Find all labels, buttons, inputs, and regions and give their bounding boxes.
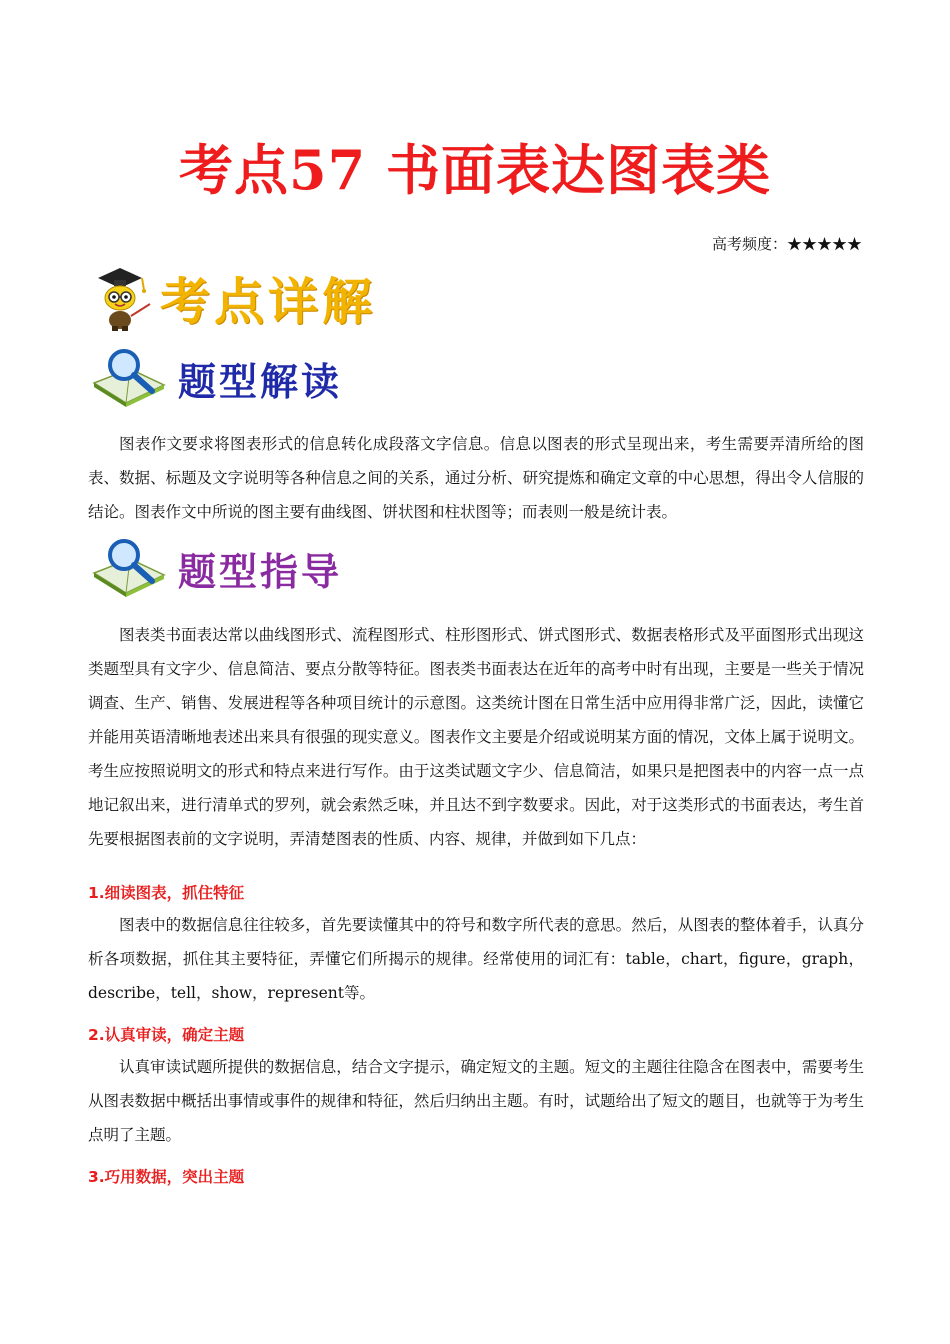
book-magnifier-icon bbox=[90, 535, 168, 601]
guide-paragraph: 图表类书面表达常以曲线图形式、流程图形式、柱形图形式、饼式图形式、数据表格形式及平面图形式出现这类题型具有文字少、信息简洁、要点分散等特征。图表类书面表达在近年的高考中时有出现，主要是一些关于情况调查、生产、销售、发展进程等各种项目统计的示意图。这类统计图在日常生活中应用得非常广泛，因此，读懂它并能用英语清晰地表述出来具有很强的现实意义。图表作文主要是介绍或说明某方面的情况，文体上属于说明文。考生应按照说明文的形式和特点来进行写作。由于这类试题文字少、信息简洁，如果只是把图表中的内容一点一点地记叙出来，进行清单式的罗列，就会索然乏味，并且达不到字数要求。因此，对于这类形式的书面表达，考生首先要根据图表前的文字说明，弄清楚图表的性质、内容、规律，并做到如下几点： bbox=[88, 626, 864, 848]
point-heading-3: 3.巧用数据，突出主题 bbox=[88, 1168, 245, 1186]
page-title: 考点57 书面表达图表类 bbox=[179, 138, 771, 202]
banner-section-1 bbox=[90, 345, 342, 411]
point-heading-2: 2.认真审读，确定主题 bbox=[88, 1026, 245, 1044]
frequency-stars: ★★★★★ bbox=[786, 235, 862, 253]
scholar-mascot-icon bbox=[90, 264, 152, 332]
point-paragraph-1: 图表中的数据信息往往较多，首先要读懂其中的符号和数字所代表的意思。然后，从图表的整体着手，认真分析各项数据，抓住其主要特征，弄懂它们所揭示的规律。经常使用的词汇有：table，chart，figure，graph，describe，tell，show，represent等。 bbox=[88, 916, 864, 1002]
banner-section-2 bbox=[90, 535, 342, 601]
book-magnifier-icon bbox=[90, 345, 168, 411]
banner-main bbox=[90, 262, 376, 334]
point-heading-1: 1.细读图表，抓住特征 bbox=[88, 884, 245, 902]
banner-main-text: 考点详解 bbox=[160, 273, 376, 331]
frequency-label: 高考频度： bbox=[711, 235, 787, 253]
exam-frequency bbox=[712, 233, 862, 254]
banner-section-2-text: 题型指导 bbox=[178, 549, 343, 594]
point-paragraph-2: 认真审读试题所提供的数据信息，结合文字提示，确定短文的主题。短文的主题往往隐含在图表中，需要考生从图表数据中概括出事情或事件的规律和特征，然后归纳出主题。有时，试题给出了短文的题目，也就等于为考生点明了主题。 bbox=[88, 1058, 864, 1144]
banner-section-1-text: 题型解读 bbox=[178, 359, 343, 404]
intro-paragraph: 图表作文要求将图表形式的信息转化成段落文字信息。信息以图表的形式呈现出来，考生需要弄清所给的图表、数据、标题及文字说明等各种信息之间的关系，通过分析、研究提炼和确定文章的中心思想，得出令人信服的结论。图表作文中所说的图主要有曲线图、饼状图和柱状图等；而表则一般是统计表。 bbox=[88, 435, 864, 521]
